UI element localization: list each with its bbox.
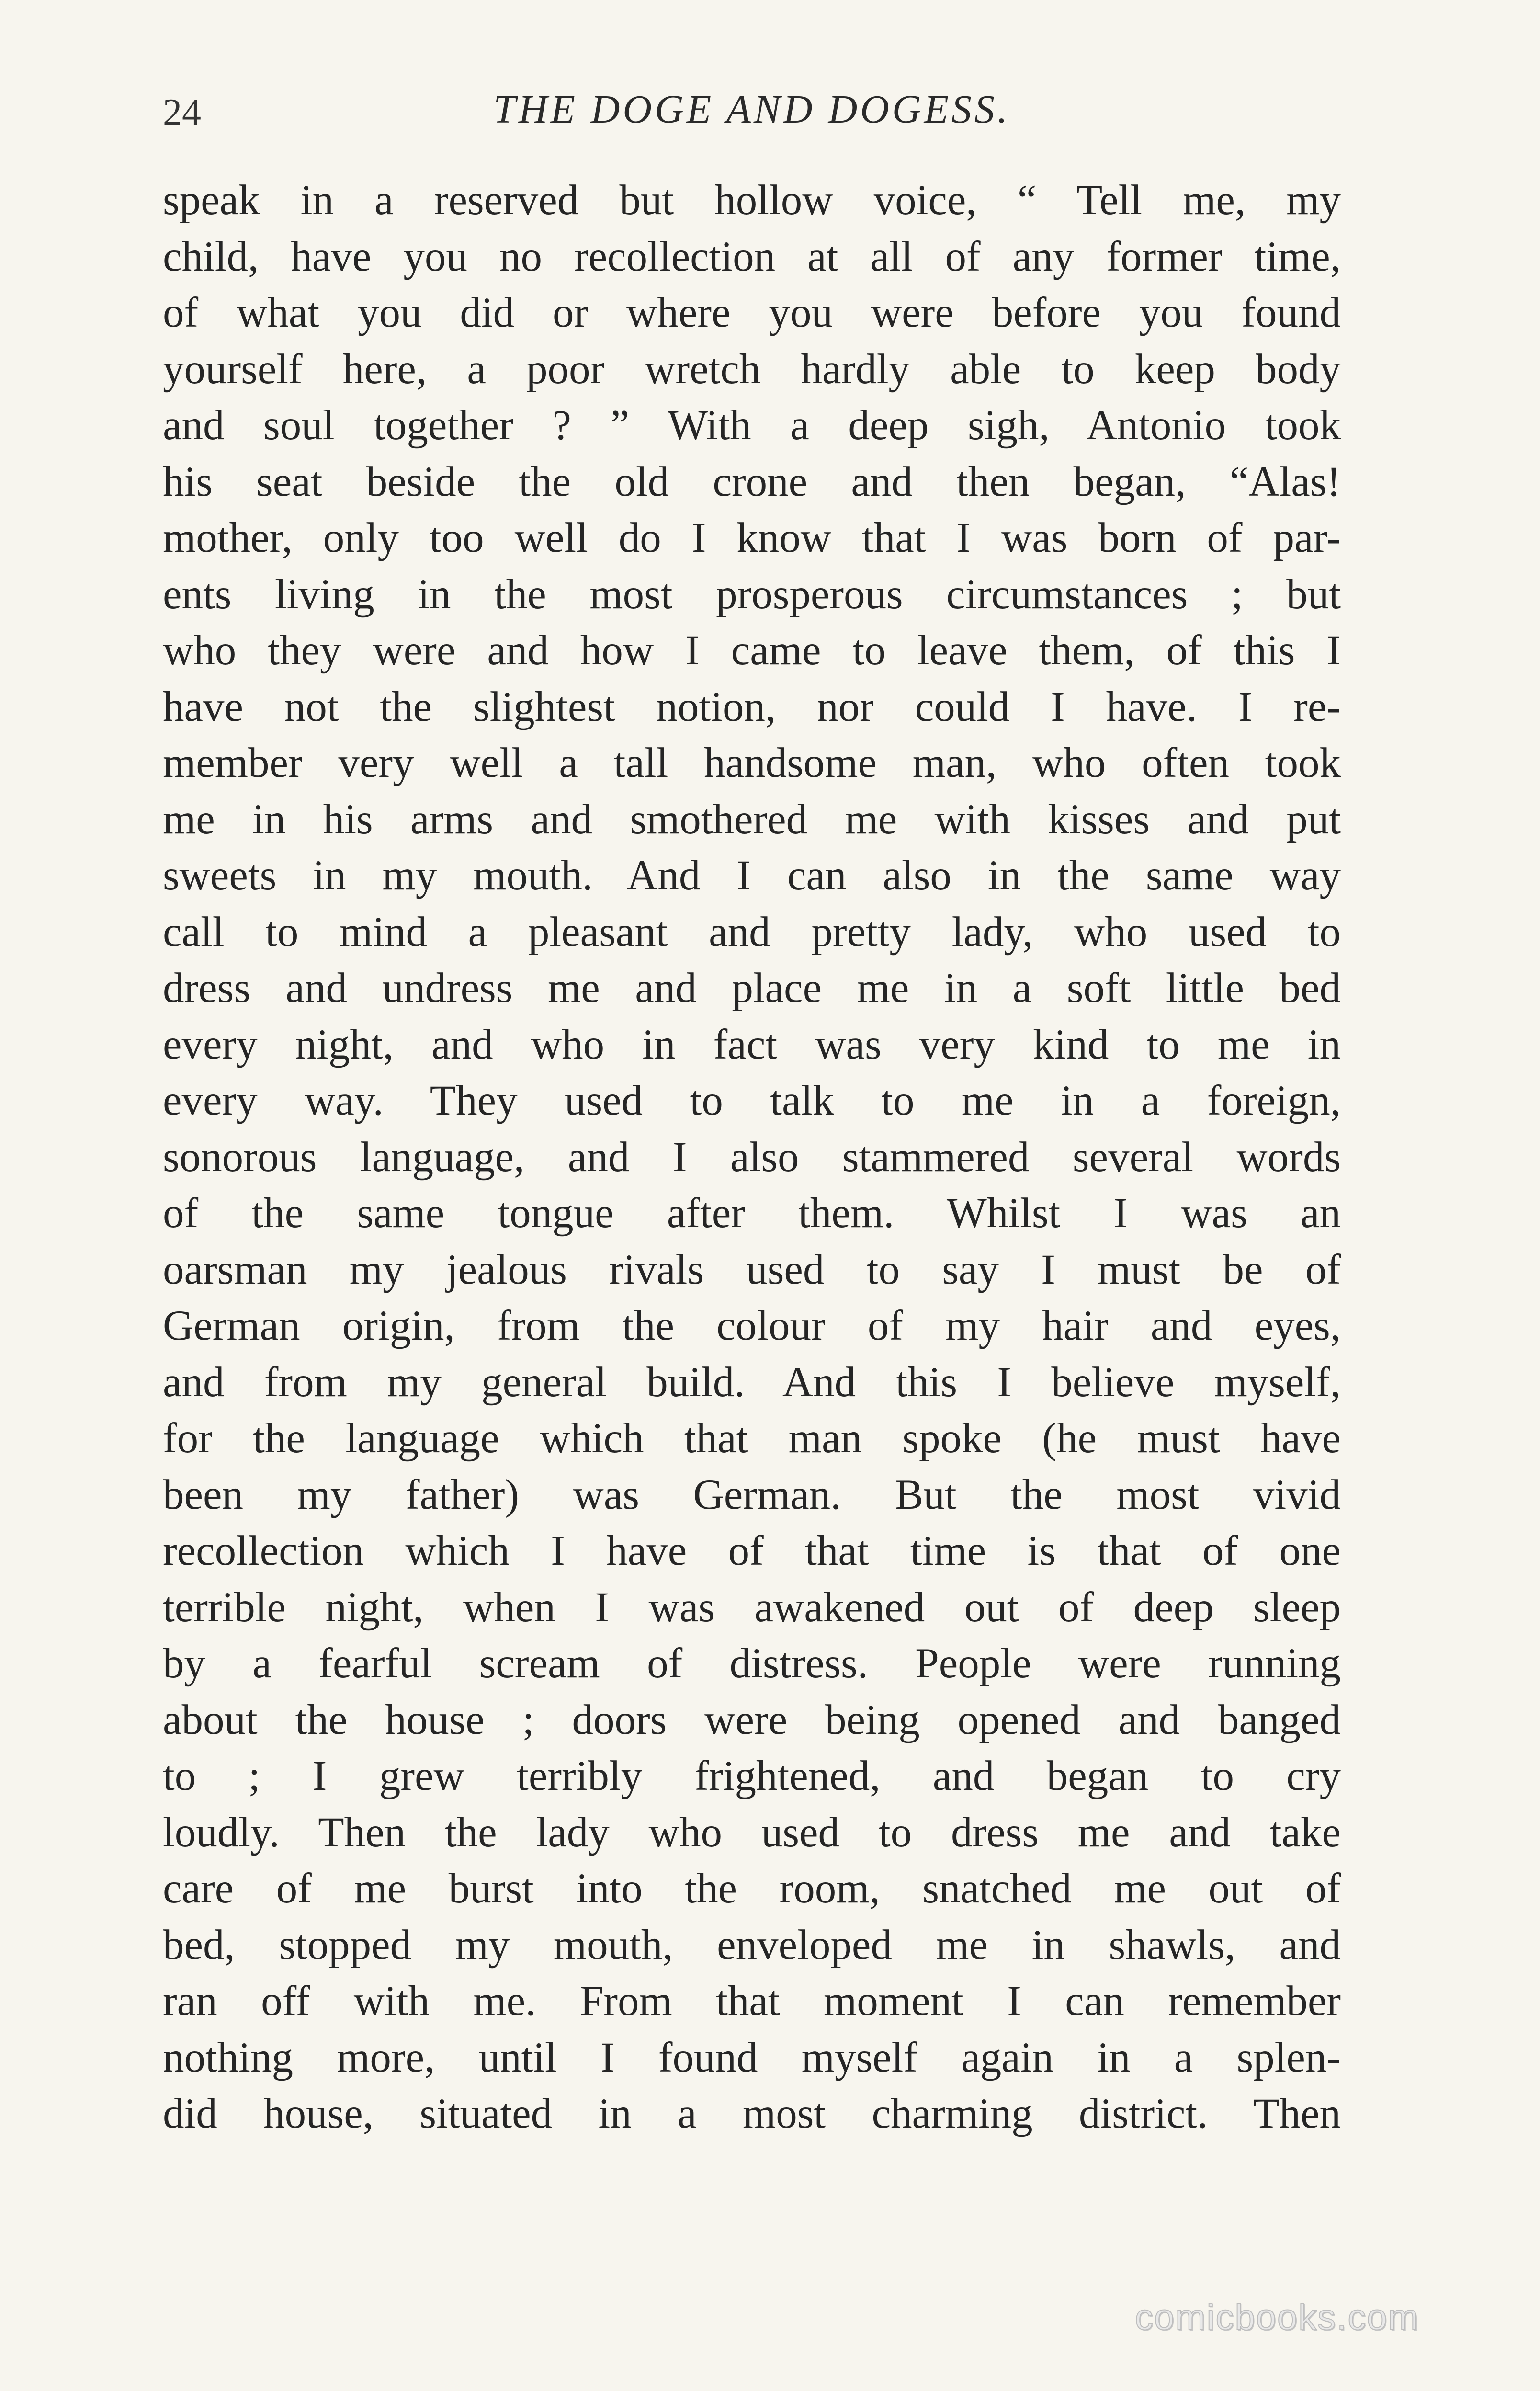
text-line: care of me burst into the room, snatched me out of [163,1865,1341,1912]
page-header [163,86,1341,144]
text-line: and from my general build. And this I believe myself, [163,1358,1341,1406]
watermark: comicbooks.com [1135,2297,1419,2338]
text-line: loudly. Then the lady who used to dress me and take [163,1809,1341,1856]
text-line: of the same tongue after them. Whilst I was an [163,1190,1341,1237]
text-line: call to mind a pleasant and pretty lady, who used to [163,908,1341,956]
text-line: terrible night, when I was awakened out of deep sleep [163,1583,1341,1631]
text-line: every way. They used to talk to me in a foreign, [163,1077,1341,1124]
body-text [163,172,1341,2142]
text-line: German origin, from the colour of my hair and eyes, [163,1302,1341,1349]
text-line: did house, situated in a most charming district. Then [163,2090,1341,2137]
text-line: sonorous language, and I also stammered several words [163,1133,1341,1181]
text-line: for the language which that man spoke (he must have [163,1415,1341,1462]
text-line: to ; I grew terribly frightened, and began to cry [163,1753,1341,1799]
text-line: his seat beside the old crone and then began, “Alas! [163,458,1341,505]
text-line: yourself here, a poor wretch hardly able to keep body [163,345,1341,393]
text-line: bed, stopped my mouth, enveloped me in shawls, and [163,1921,1341,1969]
text-line: speak in a reserved but hollow voice, “ Tell me, my [163,177,1341,224]
text-line: oarsman my jealous rivals used to say I must be of [163,1246,1341,1293]
text-line: of what you did or where you were before you found [163,289,1341,336]
text-line: been my father) was German. But the most vivid [163,1471,1341,1518]
text-line: dress and undress me and place me in a soft little bed [163,965,1341,1012]
text-line: every night, and who in fact was very kind to me in [163,1021,1341,1068]
text-line: mother, only too well do I know that I was born of par- [163,514,1341,561]
text-line: ran off with me. From that moment I can remember [163,1978,1341,2025]
page-number: 24 [163,91,201,134]
text-line: and soul together ? ” With a deep sigh, Antonio took [163,402,1341,449]
running-title: THE DOGE AND DOGESS. [493,87,1010,132]
text-line: sweets in my mouth. And I can also in the same way [163,852,1341,899]
text-line: recollection which I have of that time is that of one [163,1527,1341,1574]
text-line: child, have you no recollection at all of any former time, [163,233,1341,280]
text-line: ents living in the most prosperous circumstances ; but [163,570,1341,618]
text-line: have not the slightest notion, nor could I have. I re- [163,683,1341,730]
text-line: about the house ; doors were being opened and banged [163,1696,1341,1743]
text-line: by a fearful scream of distress. People were running [163,1640,1341,1687]
text-line: member very well a tall handsome man, who often took [163,740,1341,786]
text-line: who they were and how I came to leave them, of this I [163,627,1341,674]
text-line: me in his arms and smothered me with kisses and put [163,796,1341,843]
text-line: nothing more, until I found myself again in a splen- [163,2034,1341,2081]
